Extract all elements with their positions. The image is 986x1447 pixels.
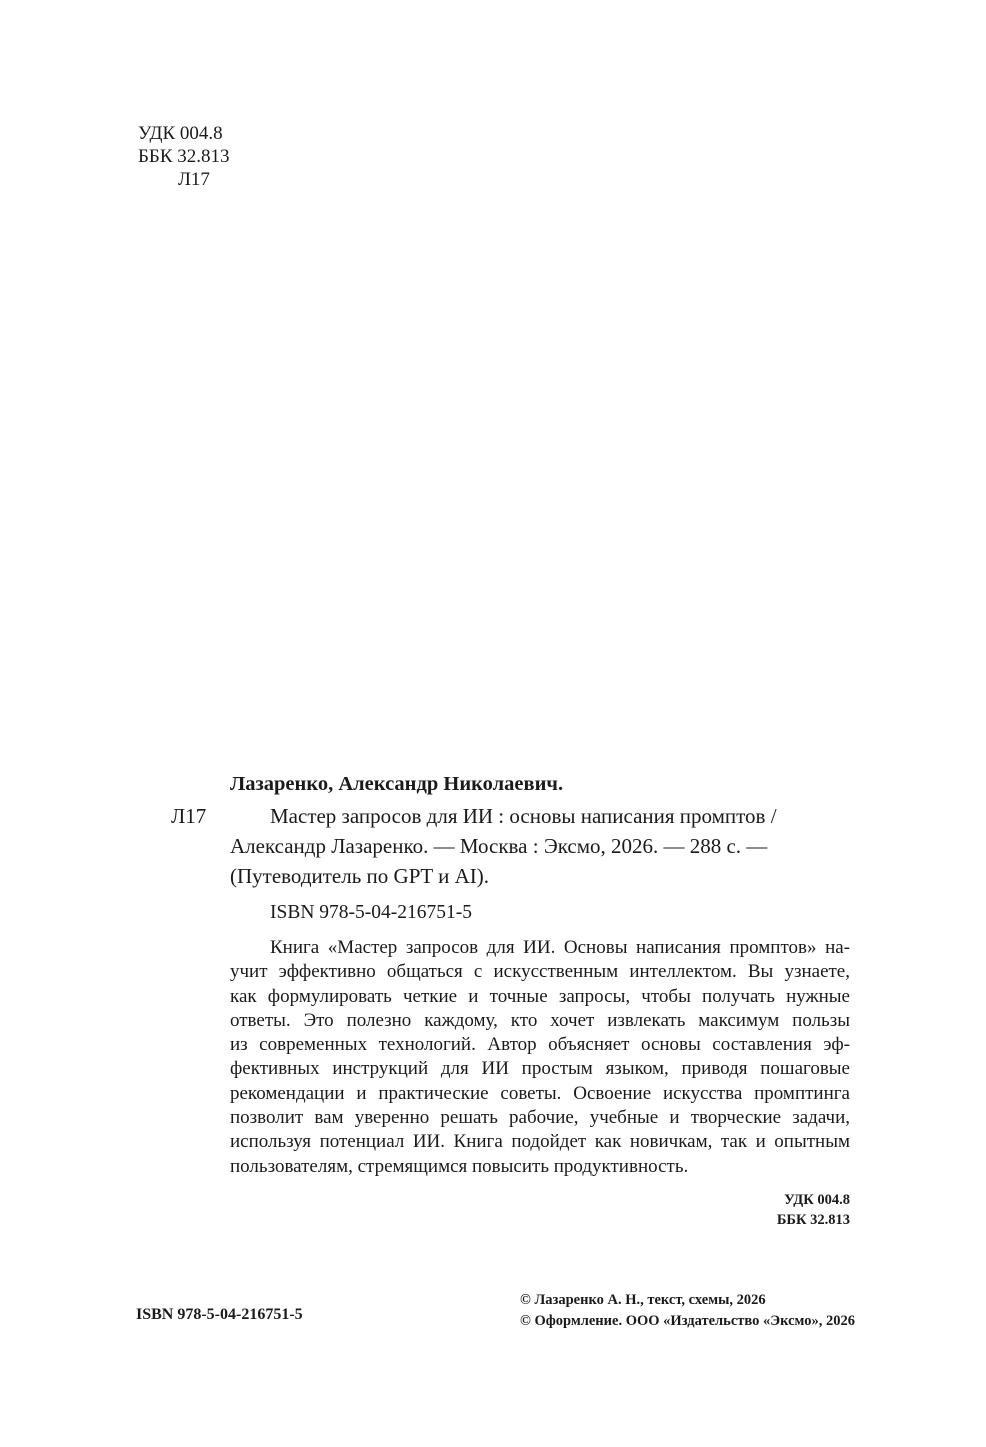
citation-line: Мастер запросов для ИИ : основы написания промптов / [270, 804, 777, 828]
bottom-bbk-code: ББК 32.813 [776, 1212, 850, 1228]
annotation-line: из современных технологий. Автор объясняет основы составления эф- [230, 1034, 850, 1056]
citation-line: (Путеводитель по GPT и AI). [230, 864, 489, 888]
bottom-isbn: ISBN 978-5-04-216751-5 [136, 1306, 303, 1323]
bottom-udk-code: УДК 004.8 [784, 1192, 850, 1208]
annotation-line: Книга «Мастер запросов для ИИ. Основы написания промптов» на- [270, 937, 850, 958]
annotation-line: используя потенциал ИИ. Книга подойдет как новичкам, так и опытным [230, 1131, 850, 1153]
annotation-line: позволит вам уверенно решать рабочие, учебные и творческие задачи, [230, 1107, 850, 1129]
citation-block-continued [230, 831, 767, 891]
top-classification-codes [138, 122, 230, 191]
annotation-line: фективных инструкций для ИИ простым языком, приводя пошаговые [230, 1058, 850, 1080]
annotation-line: пользователям, стремящимся повысить продуктивность. [230, 1155, 689, 1177]
citation-line: Александр Лазаренко. — Москва : Эксмо, 2026. — 288 с. — [230, 834, 768, 858]
udk-code: УДК 004.8 [138, 123, 223, 144]
author-heading: Лазаренко, Александр Николаевич. [230, 773, 564, 795]
author-mark: Л17 [178, 169, 210, 190]
catalog-author-mark: Л17 [171, 804, 207, 828]
copyright-block [520, 1290, 855, 1332]
citation-block [270, 801, 777, 831]
annotation-paragraph [230, 936, 850, 1179]
bbk-code: ББК 32.813 [138, 146, 230, 167]
bottom-classification-codes [777, 1190, 850, 1230]
copyright-design-line: © Оформление. ООО «Издательство «Эксмо», 2026 [520, 1313, 855, 1329]
annotation-line: как формулировать четкие и точные запросы, чтобы получать нужные [230, 985, 850, 1007]
annotation-line: учит эффективно общаться с искусственным интеллектом. Вы узнаете, [230, 961, 850, 983]
catalog-isbn: ISBN 978-5-04-216751-5 [270, 902, 473, 923]
copyright-text-line: © Лазаренко А. Н., текст, схемы, 2026 [520, 1292, 766, 1308]
annotation-line: рекомендации и практические советы. Освоение искусства промптинга [230, 1082, 850, 1104]
annotation-line: ответы. Это полезно каждому, кто хочет извлекать максимум пользы [230, 1009, 850, 1031]
